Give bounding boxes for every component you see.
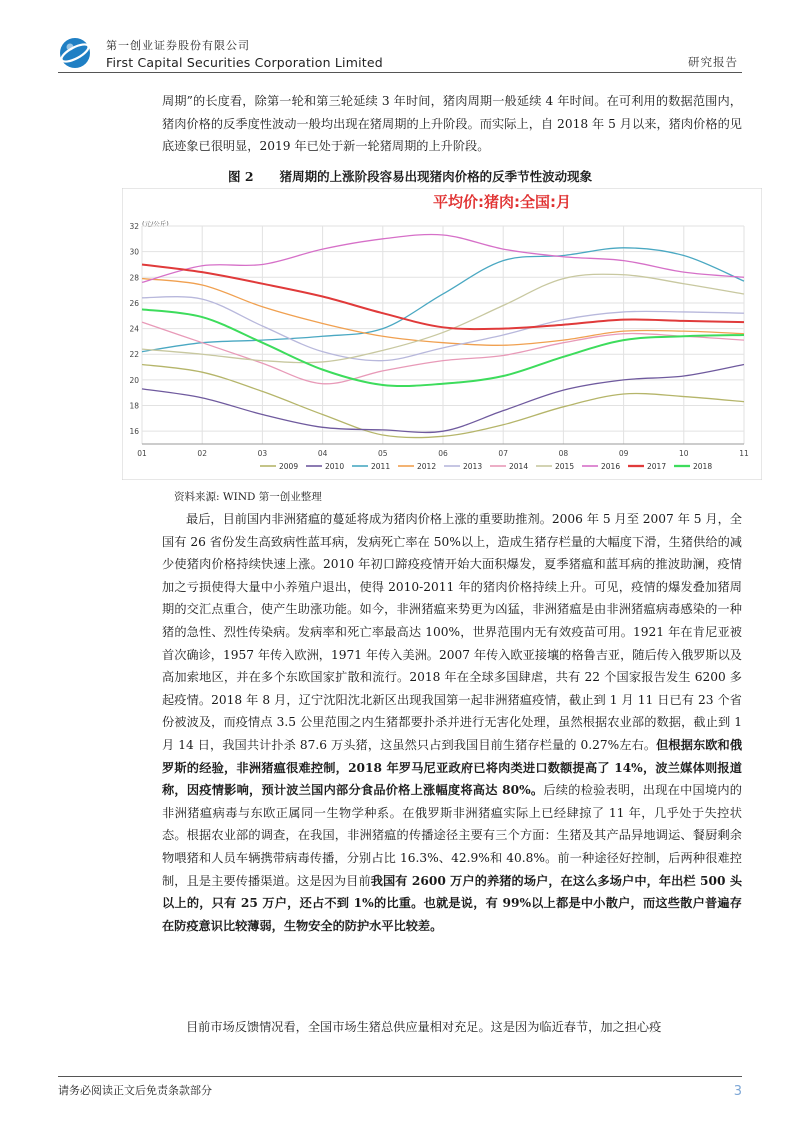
y-tick-label: 18 bbox=[129, 401, 139, 411]
y-tick-label: 22 bbox=[129, 350, 139, 360]
x-tick-label: 09 bbox=[618, 449, 629, 458]
x-tick-label: 11 bbox=[739, 449, 749, 458]
report-type-label: 研究报告 bbox=[688, 55, 738, 69]
x-tick-label: 06 bbox=[438, 449, 448, 458]
x-tick-label: 01 bbox=[137, 449, 147, 458]
x-tick-label: 02 bbox=[197, 449, 207, 458]
y-tick-label: 20 bbox=[129, 375, 139, 385]
x-tick-label: 04 bbox=[317, 449, 328, 458]
chart-y-axis-label: (元/公斤) bbox=[142, 220, 169, 228]
company-name-en: First Capital Securities Corporation Limited bbox=[106, 55, 383, 70]
y-tick-label: 30 bbox=[129, 247, 139, 257]
pork-price-line-chart bbox=[122, 188, 762, 480]
x-tick-label: 10 bbox=[679, 449, 689, 458]
legend-label-2015: 2015 bbox=[555, 462, 575, 471]
legend-label-2017: 2017 bbox=[647, 462, 667, 471]
paragraph-pig-cycle-length: 周期”的长度看，除第一轮和第三轮延续 3 年时间，猪肉周期一般延续 4 年时间。在可利用的数据范围内，猪肉价格的反季度性波动一般均出现在猪周期的上升阶段。而实际上，自 2018 年 5 月以来，猪肉价格的见底迹象已很明显，2019 年已处于新一轮猪周期的上升阶段。 bbox=[162, 94, 742, 154]
paragraph-text: 最后，目前国内非洲猪瘟的蔓延将成为猪肉价格上涨的重要助推剂。2006 年 5 月至 2007 年 5 月，全国有 26 省份发生高致病性蓝耳病，发病死亡率在 50%以上，造成生猪存栏量的大幅度下滑，生猪供给的减少使猪肉价格持续快速上涨。2010 年初口蹄疫疫情开始大面积爆发，夏季猪瘟和蓝耳病的推波助澜，疫情加之亏损使得大量中小养殖户退出，使得 2010-2011 年的猪肉价格持续上升。可见，疫情的爆发叠加猪周期的交汇点重合，使产生助涨功能。如今，非洲猪瘟来势更为凶猛，非洲猪瘟是由非洲猪瘟病毒感染的一种猪的急性、烈性传染病。发病率和死亡率最高达 100%，世界范围内无有效疫苗可用。1921 年在肯尼亚被首次确诊，1957 年传入欧洲，1971 年传入美洲。2007 年传入欧亚接壤的格鲁吉亚，随后传入俄罗斯以及高加索地区，并在多个东欧国家扩散和流行。2018 年在全球多国肆虐，共有 22 个国家报告发生 6200 多起疫情。2018 年 8 月，辽宁沈阳沈北新区出现我国第一起非洲猪瘟疫情，截止到 1 月 11 日已有 23 个省份被波及，而疫情点 3.5 公里范围之内生猪都要扑杀并进行无害化处理，虽然根据农业部的数据，截止到 1 月 14 日，我国共计扑杀 87.6 万头猪，这虽然只占到我国目前生猪存栏量的 0.27%左右。 bbox=[162, 512, 742, 752]
paragraph-market-feedback: 目前市场反馈情况看，全国市场生猪总供应量相对充足。这是因为临近春节，加之担心疫 bbox=[186, 1020, 662, 1034]
footer-disclaimer: 请务必阅读正文后免责条款部分 bbox=[58, 1084, 212, 1097]
figure-title: 猪周期的上涨阶段容易出现猪肉价格的反季节性波动现象 bbox=[279, 169, 593, 184]
company-name-cn: 第一创业证券股份有限公司 bbox=[106, 39, 250, 52]
legend-label-2014: 2014 bbox=[509, 462, 529, 471]
legend-label-2010: 2010 bbox=[325, 462, 345, 471]
legend-label-2018: 2018 bbox=[693, 462, 713, 471]
company-logo bbox=[58, 36, 92, 70]
legend-label-2013: 2013 bbox=[463, 462, 483, 471]
x-tick-label: 05 bbox=[378, 449, 388, 458]
legend-label-2011: 2011 bbox=[371, 462, 391, 471]
paragraph-bold-text: 但根据东欧和俄罗斯的经验，非洲猪瘟很难控制，2018 年罗马尼亚政府已将肉类进口数额提高了 14%，波兰媒体则报道称，因疫情影响，预计波兰国内部分食品价格上涨幅度将高达 80%。 bbox=[162, 737, 743, 798]
legend-label-2016: 2016 bbox=[601, 462, 621, 471]
figure-number: 图 2 bbox=[228, 169, 254, 184]
figure-source: 资料来源: WIND 第一创业整理 bbox=[174, 491, 322, 503]
legend-label-2009: 2009 bbox=[279, 462, 299, 471]
x-tick-label: 08 bbox=[558, 449, 569, 458]
chart-title: 平均价:猪肉:全国:月 bbox=[433, 193, 571, 211]
footer-divider bbox=[58, 1076, 742, 1077]
y-tick-label: 26 bbox=[129, 298, 139, 308]
paragraph-african-swine-fever bbox=[162, 508, 742, 937]
paragraph-text: 后续的检验表明，出现在中国境内的非洲猪瘟病毒与东欧正属同一生物学种系。在俄罗斯非洲猪瘟实际上已经肆掠了 11 年，几乎处于失控状态。根据农业部的调查，在我国，非洲猪瘟的传播途径主要有三个方面：生猪及其产品异地调运、餐厨剩余物喂猪和人员车辆携带病毒传播，分别占比 16.3%、42.9%和 40.8%。前一种途径好控制，后两种很难控制，且是主要传播渠道。这是因为目前 bbox=[162, 783, 742, 888]
y-tick-label: 28 bbox=[129, 273, 139, 283]
page-number: 3 bbox=[733, 1084, 742, 1099]
x-tick-label: 03 bbox=[257, 449, 268, 458]
legend-label-2012: 2012 bbox=[417, 462, 437, 471]
y-tick-label: 24 bbox=[129, 324, 139, 334]
header-divider bbox=[58, 72, 742, 73]
y-tick-label: 32 bbox=[129, 222, 139, 231]
x-tick-label: 07 bbox=[498, 449, 508, 458]
paragraph-bold-text: 我国有 2600 万户的养猪的场户，在这么多场户中，年出栏 500 头以上的，只有 25 万户，还占不到 1%的比重。也就是说，有 99%以上都是中小散户，而这些散户普遍存在防疫意识比较薄弱，生物安全的防护水平比较差。 bbox=[162, 873, 743, 933]
figure-caption bbox=[228, 167, 592, 185]
y-tick-label: 16 bbox=[129, 427, 139, 437]
